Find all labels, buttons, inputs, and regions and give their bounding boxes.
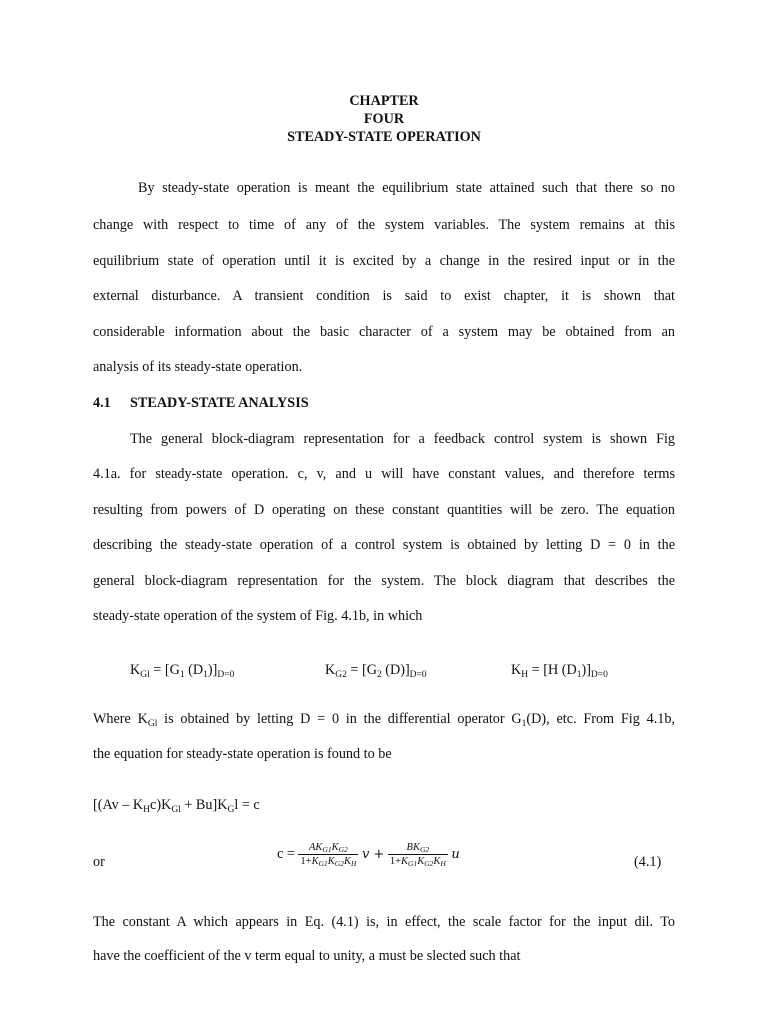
chapter-number: FOUR xyxy=(363,111,405,127)
paragraph-line: equilibrium state of operation until it is excited by a change in the resired input or in the xyxy=(93,253,675,269)
paragraph-line: the equation for steady-state operation is found to be xyxy=(93,746,392,762)
paragraph-line: Where $K_{Gl}$ is obtained by letting D = 0 in the differential operator $G_1(D)$, etc. From Fig 4.1b, xyxy=(93,711,675,729)
u-term: u xyxy=(451,846,460,862)
definition-kg1: $K_{Gl} = [G_1$ $(D_1)]_{D=0}$ xyxy=(130,662,235,680)
paragraph-line: external disturbance. A transient condition is said to exist chapter, it is shown that xyxy=(93,288,675,304)
section-number: 4.1 xyxy=(93,395,111,411)
paragraph-line: change with respect to time of any of the system variables. The system remains at this xyxy=(93,217,675,233)
equation-or-word: or xyxy=(93,854,105,870)
paragraph-line: have the coefficient of the v term equal to unity, a must be slected such that xyxy=(93,948,521,964)
definition-kg2: $K_{G2} = [G_2$ $(D)]_{D=0}$ xyxy=(325,662,427,680)
paragraph-line: By steady-state operation is meant the equilibrium state attained such that there so no xyxy=(138,180,675,196)
paragraph-line: steady-state operation of the system of Fig. 4.1b, in which xyxy=(93,608,423,624)
section-title: STEADY-STATE ANALYSIS xyxy=(130,395,309,411)
equation-steady-state: $[(Av - K_Hc)K_{Gl} + Bu]K_Gl = c$ xyxy=(93,797,260,815)
paragraph-line: considerable information about the basic character of a system may be obtained from an xyxy=(93,324,675,340)
paragraph-line: describing the steady-state operation of a control system is obtained by letting D = 0 in the xyxy=(93,537,675,553)
equation-lhs: c = xyxy=(277,845,295,862)
chapter-label: CHAPTER xyxy=(349,93,419,109)
paragraph-line: The general block-diagram representation for a feedback control system is shown Fig xyxy=(130,431,675,447)
equation-4-1 xyxy=(277,842,460,867)
paragraph-line: 4.1a. for steady-state operation. c, v, and u will have constant values, and therefore terms xyxy=(93,466,675,482)
chapter-title: STEADY-STATE OPERATION xyxy=(287,129,481,145)
fraction-u-coefficient: $\frac{BK_{G2}}{1+K_{G1}K_{G2}K_H}$ xyxy=(389,842,446,868)
v-term: v + xyxy=(361,846,385,862)
definition-kh: $K_H = [H$ $(D_1)]_{D=0}$ xyxy=(511,662,608,680)
paragraph-line: resulting from powers of D operating on these constant quantities will be zero. The equation xyxy=(93,502,675,518)
equation-number: (4.1) xyxy=(634,854,662,870)
paragraph-line: general block-diagram representation for the system. The block diagram that describes the xyxy=(93,573,675,589)
paragraph-line: analysis of its steady-state operation. xyxy=(93,359,303,375)
fraction-v-coefficient: $\frac{AK_{G1}K_{G2}}{1+K_{G1}K_{G2}K_H}$ xyxy=(300,842,357,868)
paragraph-line: The constant A which appears in Eq. (4.1) is, in effect, the scale factor for the input dil. To xyxy=(93,914,675,930)
